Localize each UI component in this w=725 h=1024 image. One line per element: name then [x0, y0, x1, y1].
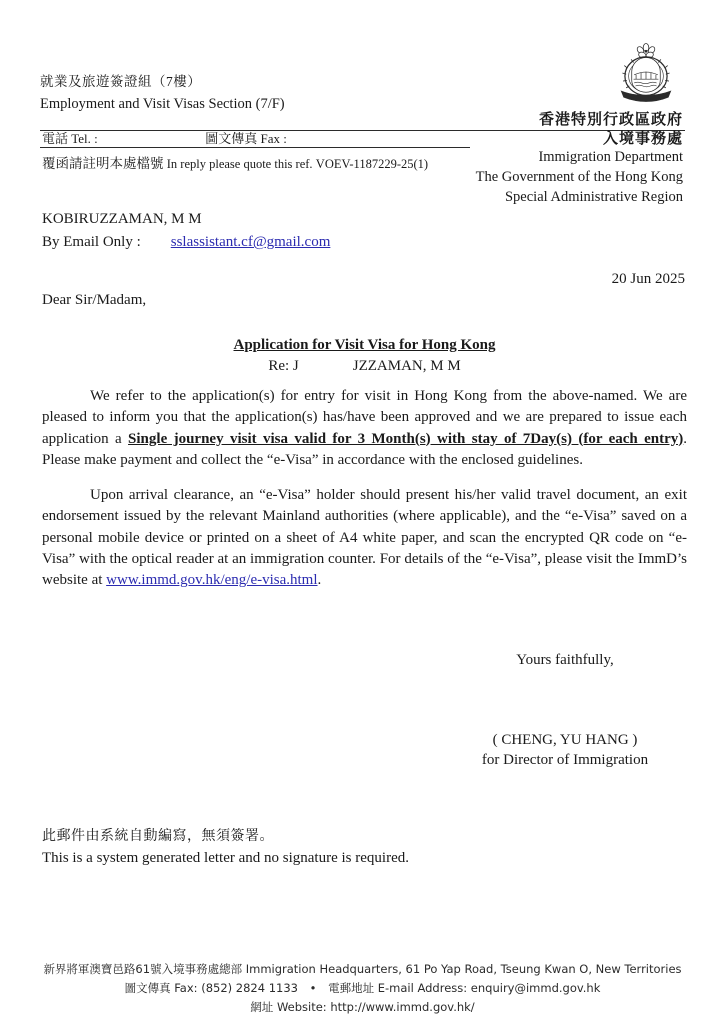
- paragraph-arrival-text-1: Upon arrival clearance, an “e-Visa” holder should present his/her valid travel document, an exit endorsement issued by the relevant Mainland authorities (where applicable), and the “e-Visa” saved on a personal mobile device or printed on a sheet of A4 white paper, and scan the encrypted QR code on “e-Visa” with the optical reader at an immigration counter. For details of the “e-Visa”, please visit the ImmD’s website at: [42, 487, 687, 589]
- paragraph-arrival-text-2: .: [317, 572, 322, 589]
- addressee-block: [42, 208, 330, 255]
- footer-website-label-english: Website:: [276, 999, 327, 1014]
- recipient-name: KOBIRUZZAMAN, M M: [42, 211, 202, 227]
- paragraph-arrival: [42, 485, 687, 591]
- telephone-label: 電話 Tel. :: [42, 131, 98, 146]
- footer-fax-label-chinese: 圖文傳真: [124, 980, 171, 995]
- department-name-chinese: 入境事務處: [602, 129, 683, 148]
- fax-label: 圖文傳真 Fax :: [205, 131, 287, 146]
- redacted-email-prefix: [141, 231, 171, 254]
- system-note-english: This is a system generated letter and no signature is required.: [42, 850, 409, 866]
- footer-website-label-chinese: 網址: [250, 999, 274, 1014]
- salutation: Dear Sir/Madam,: [42, 292, 147, 308]
- footer-fax-label-english: Fax:: [174, 980, 198, 995]
- hk-immigration-crest-icon: [615, 42, 677, 104]
- footer-email-address[interactable]: enquiry@immd.gov.hk: [470, 980, 601, 995]
- reference-number: VOEV-1187229-25(1): [315, 157, 429, 171]
- section-name-english: Employment and Visit Visas Section (7/F): [40, 95, 285, 112]
- footer-email-label-english: E-mail Address:: [377, 980, 468, 995]
- signature-block: [440, 652, 690, 769]
- letter-body: [42, 386, 687, 592]
- signatory-title: for Director of Immigration: [481, 752, 649, 768]
- signatory-name: ( CHENG, YU HANG ): [492, 732, 638, 748]
- recipient-email-link[interactable]: sslassistant.cf@gmail.com: [170, 234, 331, 251]
- footer-address-english: Immigration Headquarters, 61 Po Yap Road, Tseung Kwan O, New Territories: [245, 962, 682, 976]
- document-title: Application for Visit Visa for Hong Kong: [233, 337, 496, 353]
- government-name-english-line1: The Government of the Hong Kong: [475, 168, 683, 185]
- government-name-chinese: 香港特別行政區政府: [538, 110, 683, 128]
- re-name-prefix: J: [292, 358, 299, 374]
- visa-terms-emphasis: Single journey visit visa valid for 3 Month(s) with stay of 7Day(s) (for each entry): [128, 430, 684, 447]
- department-name-english: Immigration Department: [538, 149, 683, 166]
- footer-separator: •: [309, 980, 317, 995]
- document-title-row: [42, 336, 687, 354]
- section-name-chinese: 就業及旅遊簽證組（7樓）: [40, 74, 202, 89]
- footer-website-line: [40, 998, 685, 1017]
- recipient-email-line: [42, 231, 330, 254]
- re-label: Re:: [268, 358, 290, 374]
- re-applicant-name: JZZAMAN, M M: [352, 358, 461, 374]
- title-block: [42, 336, 687, 375]
- paragraph-approval: [42, 386, 687, 471]
- government-name-english-line2: Special Administrative Region: [504, 188, 683, 205]
- reference-label-chinese: 覆函請註明本處檔號: [42, 156, 164, 171]
- evisa-website-link[interactable]: www.immd.gov.hk/eng/e-visa.html: [106, 572, 318, 589]
- letter-date: 20 Jun 2025: [611, 271, 685, 287]
- system-note-chinese: 此郵件由系統自動編寫，無須簽署。: [42, 829, 274, 844]
- footer-contact-line: [40, 979, 685, 998]
- redacted-name-segment: [299, 358, 353, 375]
- footer-fax-number: (852) 2824 1133: [201, 980, 298, 995]
- closing-salutation: Yours faithfully,: [516, 652, 614, 668]
- reference-label-english: In reply please quote this ref.: [166, 157, 313, 171]
- reference-line: [42, 152, 428, 172]
- paragraph-approval-text-1: We refer to the application(s) for entry for visit in Hong Kong from the above-named. We are pleased to inform you that the application(s) has/have been approved and we are prepared to issue each application a: [42, 388, 687, 447]
- footer-email-label-chinese: 電郵地址: [328, 980, 375, 995]
- footer-address-line: [40, 960, 685, 979]
- paragraph-approval-text-2: . Please make payment and collect the “e-Visa” in accordance with the enclosed guidelines.: [42, 430, 688, 468]
- subject-line: [42, 358, 687, 375]
- footer-address-chinese: 新界將軍澳寶邑路61號入境事務處總部: [43, 962, 243, 976]
- system-generated-note: [42, 826, 409, 870]
- footer-website-url[interactable]: http://www.immd.gov.hk/: [330, 999, 475, 1014]
- department-names: [395, 110, 685, 207]
- page-footer: [40, 960, 685, 1017]
- email-only-label: By Email Only :: [42, 234, 141, 251]
- letterhead-right: [395, 42, 685, 207]
